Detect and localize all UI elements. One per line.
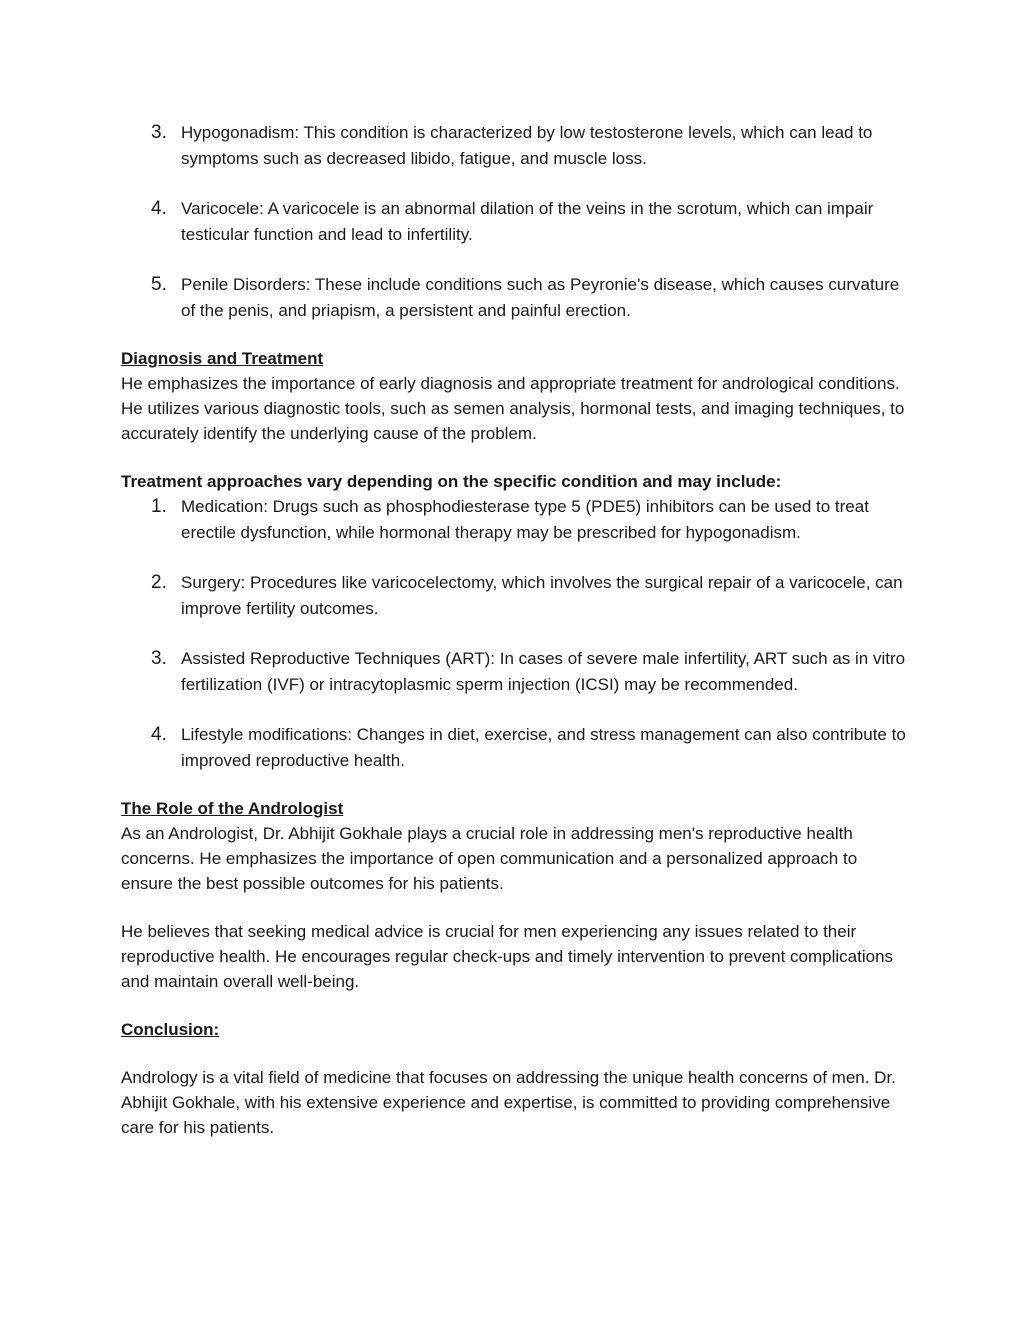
list-item bbox=[121, 120, 911, 171]
list-item-text: Medication: Drugs such as phosphodiesterase type 5 (PDE5) inhibitors can be used to treat erectile dysfunction, while hormonal therapy may be prescribed for hypogonadism. bbox=[181, 497, 869, 542]
list-item bbox=[121, 272, 911, 323]
role-heading: The Role of the Andrologist bbox=[121, 799, 344, 818]
list-number: 5. bbox=[151, 274, 167, 295]
list-item bbox=[121, 196, 911, 247]
list-number: 3. bbox=[151, 648, 167, 669]
list-item-text: Hypogonadism: This condition is characterized by low testosterone levels, which can lead to symptoms such as decreased libido, fatigue, and muscle loss. bbox=[181, 123, 873, 168]
conclusion-paragraph: Andrology is a vital field of medicine that focuses on addressing the unique health concerns of men. Dr. Abhijit Gokhale, with his extensive experience and expertise, is committed to providing comprehensive care for his patients. bbox=[121, 1068, 896, 1137]
role-paragraph-2: He believes that seeking medical advice is crucial for men experiencing any issues related to their reproductive health. He encourages regular check-ups and timely intervention to prevent complications and maintain overall well-being. bbox=[121, 922, 894, 991]
diagnosis-paragraph: He emphasizes the importance of early diagnosis and appropriate treatment for andrological conditions. He utilizes various diagnostic tools, such as semen analysis, hormonal tests, and imaging techniques, to accurately identify the underlying cause of the problem. bbox=[121, 374, 905, 443]
list-item bbox=[121, 570, 911, 621]
list-item-text: Assisted Reproductive Techniques (ART): In cases of severe male infertility, ART such as in vitro fertilization (IVF) or intracytoplasmic sperm injection (ICSI) may be recommended. bbox=[181, 649, 906, 694]
diagnosis-heading: Diagnosis and Treatment bbox=[121, 349, 324, 368]
role-paragraph-1: As an Andrologist, Dr. Abhijit Gokhale plays a crucial role in addressing men's reproductive health concerns. He emphasizes the importance of open communication and a personalized approach to ensure the best possible outcomes for his patients. bbox=[121, 824, 858, 893]
list-item bbox=[121, 646, 911, 697]
list-number: 1. bbox=[151, 496, 167, 517]
list-item bbox=[121, 494, 911, 545]
list-item-text: Surgery: Procedures like varicocelectomy, which involves the surgical repair of a varicocele, can improve fertility outcomes. bbox=[181, 573, 903, 618]
list-number: 4. bbox=[151, 724, 167, 745]
list-item-text: Lifestyle modifications: Changes in diet, exercise, and stress management can also contribute to improved reproductive health. bbox=[181, 725, 906, 770]
treatment-intro: Treatment approaches vary depending on the specific condition and may include: bbox=[121, 472, 782, 491]
list-item-text: Varicocele: A varicocele is an abnormal dilation of the veins in the scrotum, which can impair testicular function and lead to infertility. bbox=[181, 199, 874, 244]
list-number: 3. bbox=[151, 122, 167, 143]
list-number: 4. bbox=[151, 198, 167, 219]
list-number: 2. bbox=[151, 572, 167, 593]
list-item-text: Penile Disorders: These include conditions such as Peyronie's disease, which causes curvature of the penis, and priapism, a persistent and painful erection. bbox=[181, 275, 900, 320]
list-item bbox=[121, 722, 911, 773]
document-body bbox=[121, 120, 911, 1140]
conclusion-heading: Conclusion: bbox=[121, 1020, 220, 1039]
